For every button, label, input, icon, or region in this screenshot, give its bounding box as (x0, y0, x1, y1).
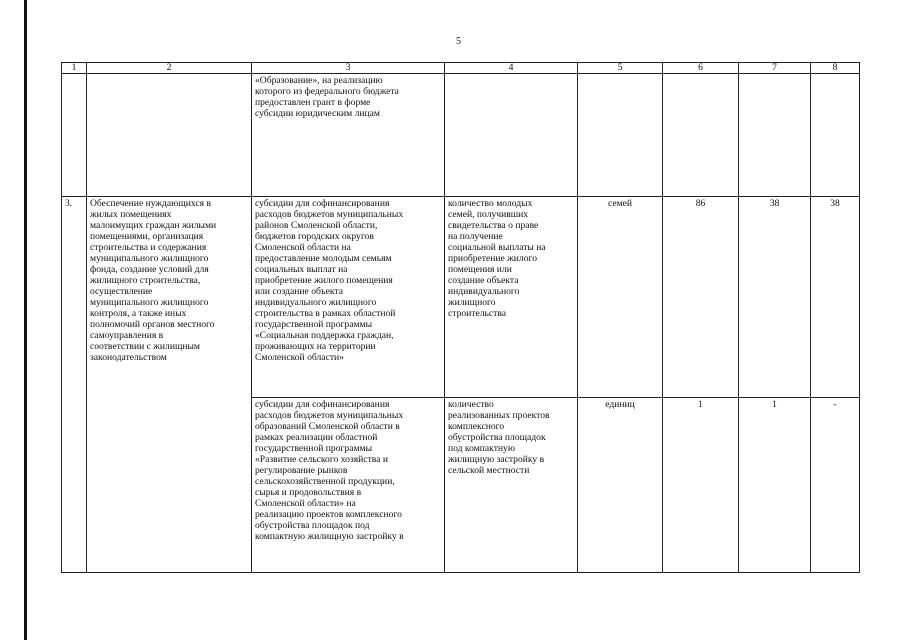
value-col6: 86 (663, 197, 739, 398)
column-number-row (62, 63, 860, 74)
value-col6: 1 (663, 398, 739, 573)
cell-empty (663, 74, 739, 197)
cell-empty (739, 74, 811, 197)
row-number: 3. (62, 197, 87, 573)
scan-left-border (24, 0, 27, 640)
measure-text: субсидии для софинансирования расходов бюджетов муниципальных районов Смоленской области, бюджетов городских округов Смоленской области на предоставление молодым семьям социальных выплат на приобретение жилого помещения или создание объекта индивидуального жилищного строительства в рамках областной государственной программы «Социальная поддержка граждан, проживающих на территории Смоленской области» (252, 197, 445, 398)
cell-empty (445, 74, 578, 197)
measure-text: субсидии для софинансирования расходов бюджетов муниципальных образований Смоленской области в рамках реализации областной государственной программы «Развитие сельского хозяйства и регулирование рынков сельскохозяйственной продукции, сырья и продовольствия в Смоленской области» на реализацию проектов комплексного обустройства площадок под компактную жилищную застройку в (252, 398, 445, 573)
unit-text: единиц (578, 398, 663, 573)
table-row-continuation (62, 74, 860, 197)
col-header-2: 2 (87, 63, 252, 74)
indicator-text: количество реализованных проектов комплексного обустройства площадок под компактную жилищную застройку в сельской местности (445, 398, 578, 573)
value-col7: 38 (739, 197, 811, 398)
cell-empty (578, 74, 663, 197)
page-number: 5 (456, 36, 461, 47)
table-row-3 (62, 197, 860, 398)
col-header-3: 3 (252, 63, 445, 74)
measure-text-continuation: «Образование», на реализацию которого из федерального бюджета предоставлен грант в форме субсидии юридическим лицам (252, 74, 445, 197)
value-col8: 38 (811, 197, 860, 398)
cell-empty (87, 74, 252, 197)
document-table (61, 62, 860, 573)
indicator-text: количество молодых семей, получивших свидетельства о праве на получение социальной выплаты на приобретение жилого помещения или создание объекта индивидуального жилищного строительства (445, 197, 578, 398)
task-text: Обеспечение нуждающихся в жилых помещениях малоимущих граждан жилыми помещениями, организация строительства и содержания муниципального жилищного фонда, создание условий для жилищного строительства, осуществление муниципального жилищного контроля, а также иных полномочий органов местного самоуправления в соответствии с жилищным законодательством (87, 197, 252, 573)
unit-text: семей (578, 197, 663, 398)
col-header-4: 4 (445, 63, 578, 74)
col-header-7: 7 (739, 63, 811, 74)
col-header-8: 8 (811, 63, 860, 74)
col-header-1: 1 (62, 63, 87, 74)
col-header-5: 5 (578, 63, 663, 74)
cell-empty (62, 74, 87, 197)
col-header-6: 6 (663, 63, 739, 74)
value-col7: 1 (739, 398, 811, 573)
cell-empty (811, 74, 860, 197)
value-col8: - (811, 398, 860, 573)
